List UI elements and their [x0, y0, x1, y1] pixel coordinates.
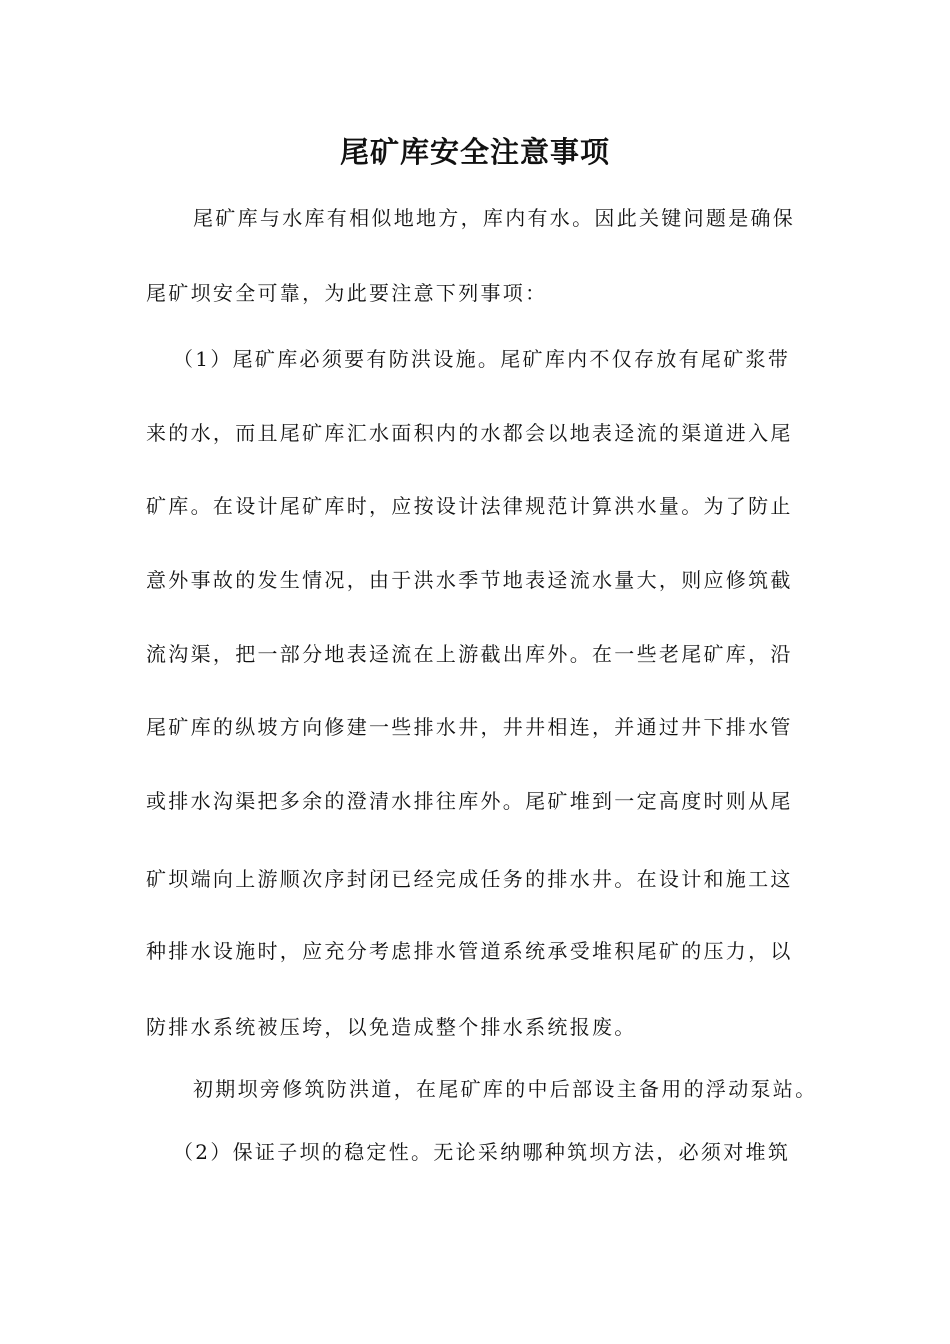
document-title: 尾矿库安全注意事项 [339, 135, 610, 169]
paragraph-line: 意外事故的发生情况，由于洪水季节地表迳流水量大，则应修筑截 [146, 568, 793, 592]
paragraph-line: 来的水，而且尾矿库汇水面积内的水都会以地表迳流的渠道进入尾 [146, 421, 793, 445]
paragraph-line: 矿库。在设计尾矿库时，应按设计法律规范计算洪水量。为了防止 [146, 494, 793, 518]
paragraph-line: 种排水设施时，应充分考虑排水管道系统承受堆积尾矿的压力，以 [146, 939, 793, 963]
paragraph-line: （2）保证子坝的稳定性。无论采纳哪种筑坝方法，必须对堆筑 [173, 1140, 791, 1164]
paragraph-line: （1）尾矿库必须要有防洪设施。尾矿库内不仅存放有尾矿浆带 [173, 347, 791, 371]
paragraph-line: 流沟渠，把一部分地表迳流在上游截出库外。在一些老尾矿库，沿 [146, 642, 793, 666]
paragraph-line: 矿坝端向上游顺次序封闭已经完成任务的排水井。在设计和施工这 [146, 867, 793, 891]
paragraph-line: 初期坝旁修筑防洪道，在尾矿库的中后部设主备用的浮动泵站。 [193, 1077, 818, 1101]
paragraph-line: 尾矿库的纵坡方向修建一些排水井，井井相连，并通过井下排水管 [146, 715, 793, 739]
paragraph-line: 尾矿库与水库有相似地地方，库内有水。因此关键问题是确保 [193, 206, 796, 230]
paragraph-line: 尾矿坝安全可靠，为此要注意下列事项： [146, 281, 548, 305]
paragraph-line: 防排水系统被压垮，以免造成整个排水系统报废。 [146, 1015, 637, 1039]
paragraph-line: 或排水沟渠把多余的澄清水排往库外。尾矿堆到一定高度时则从尾 [146, 789, 793, 813]
